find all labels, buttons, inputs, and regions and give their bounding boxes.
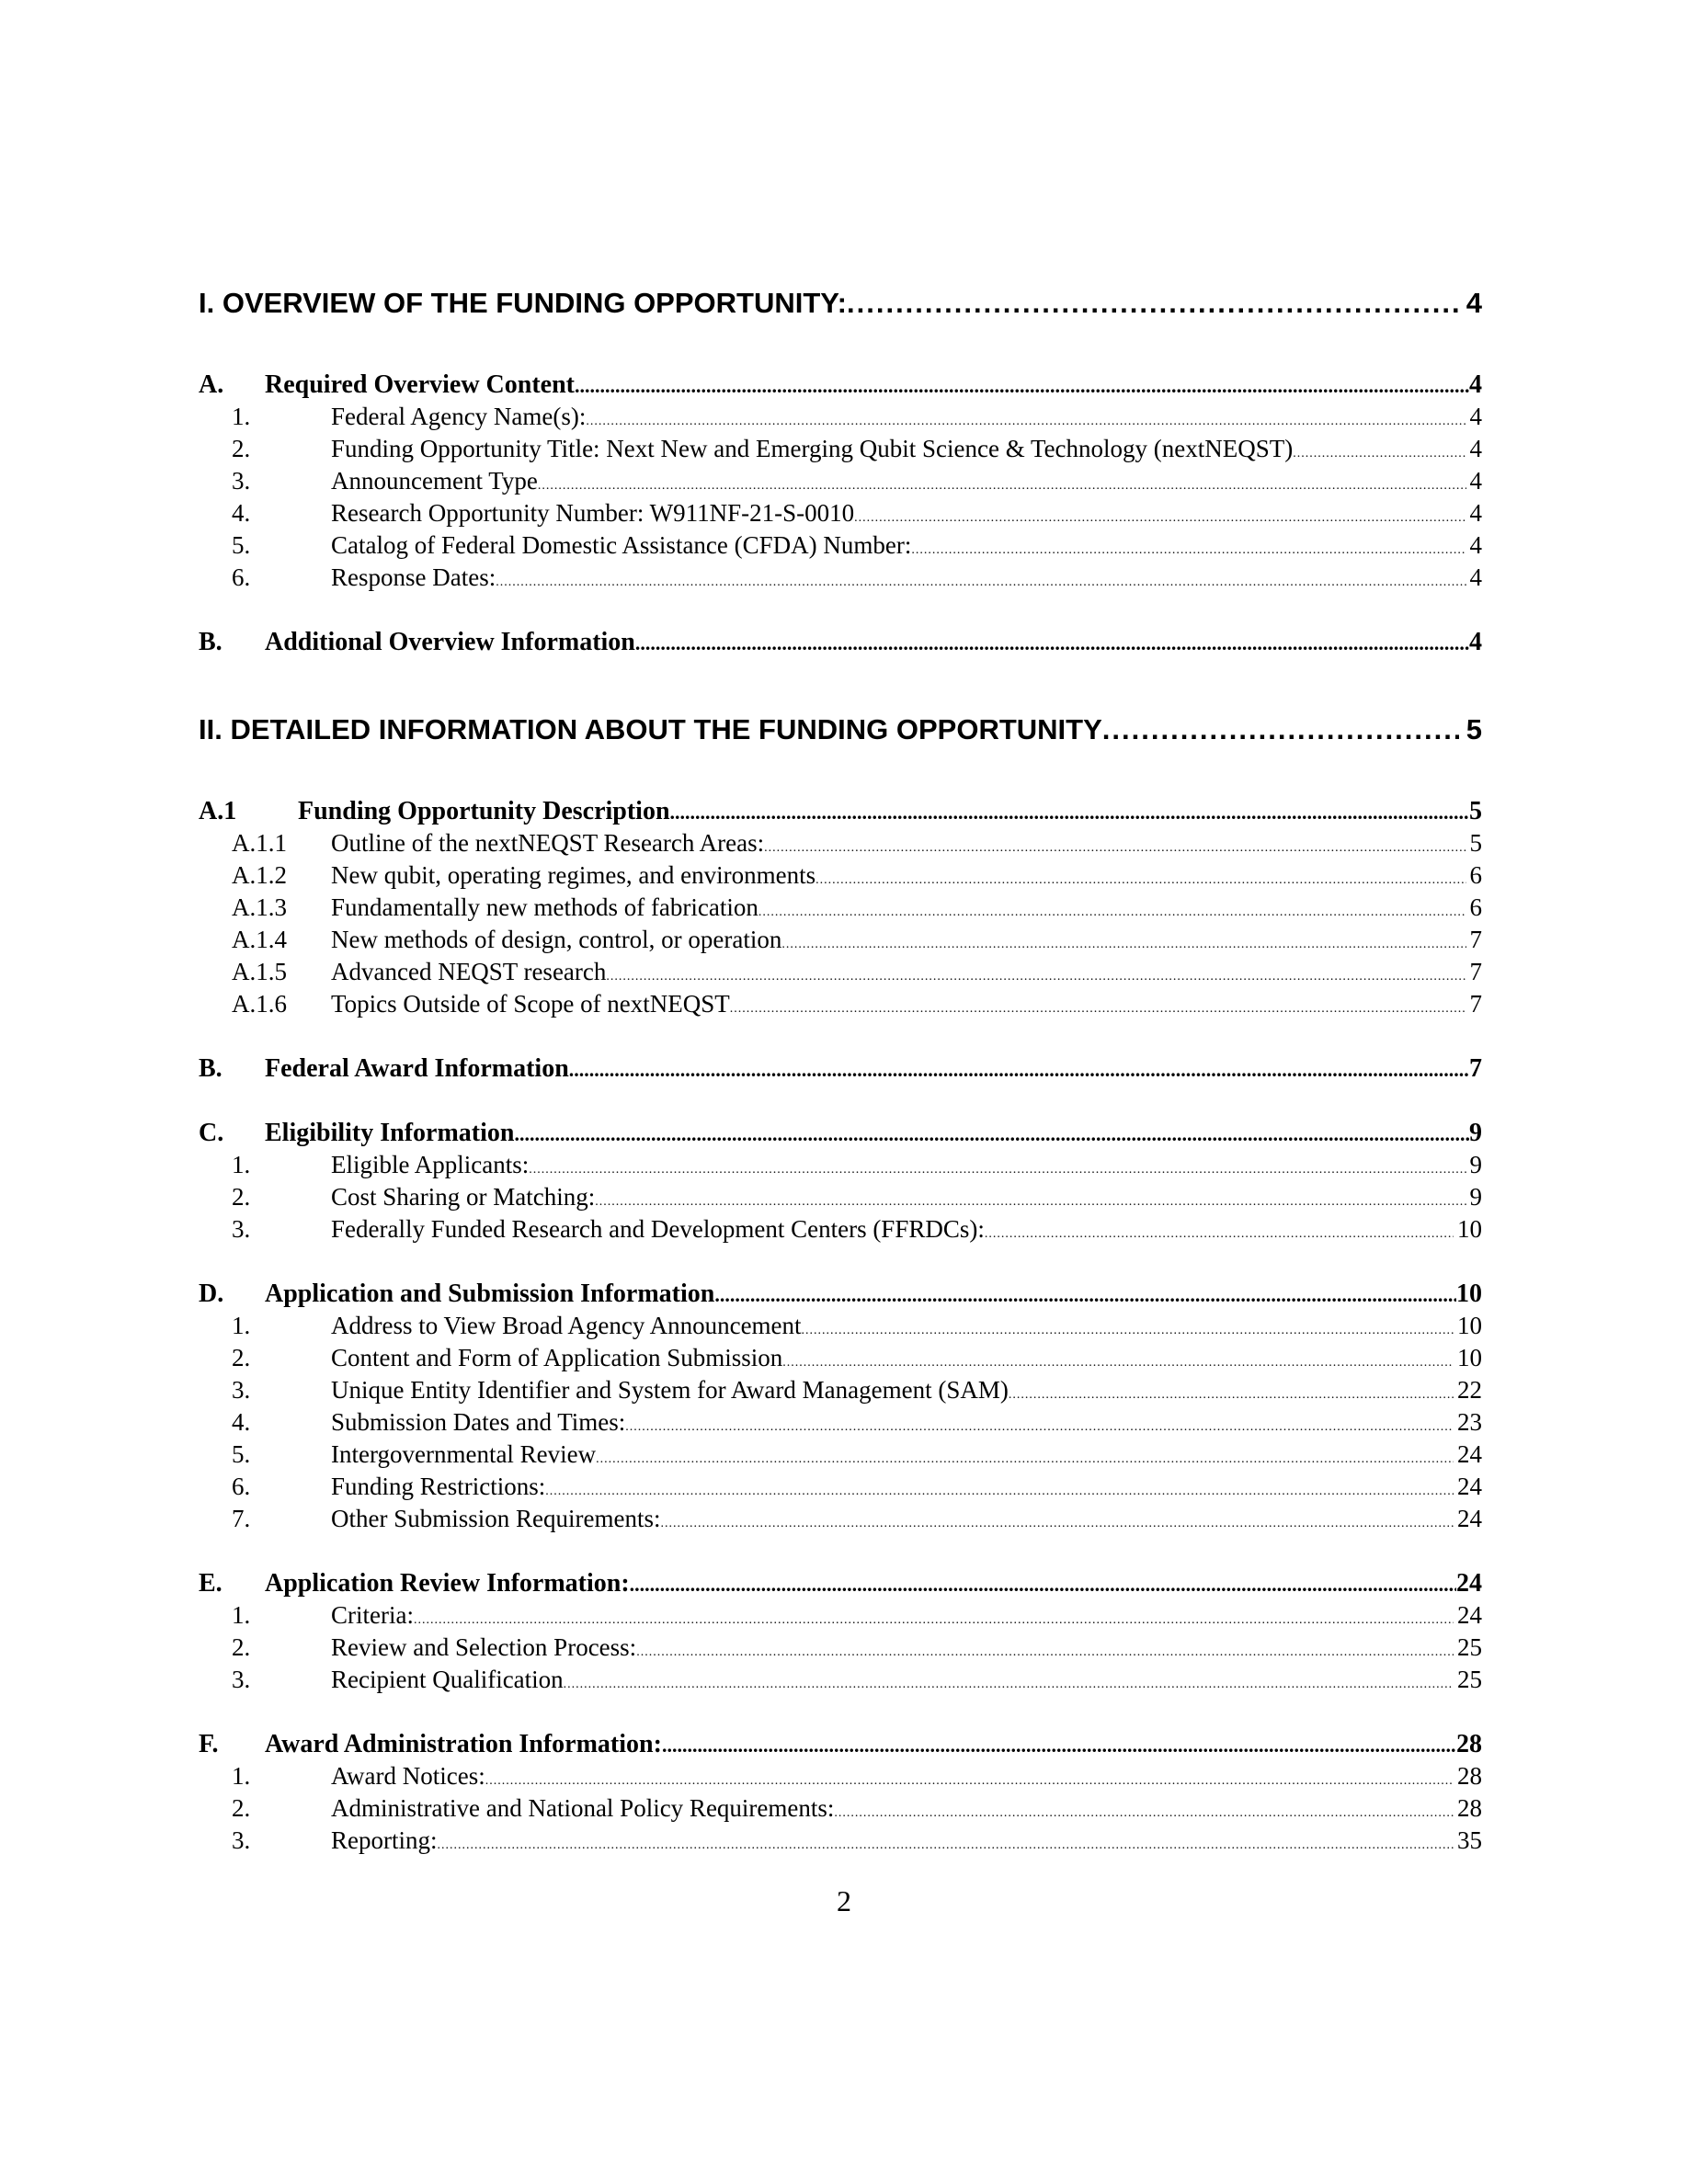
toc-item-number: 5. [232, 531, 251, 559]
toc-page-number: 24 [1457, 1601, 1482, 1629]
dot-leader [1009, 1388, 1454, 1403]
toc-item-title: Outline of the nextNEQST Research Areas: [331, 829, 765, 857]
toc-item-number: 1. [232, 1762, 251, 1790]
toc-item-title: Fundamentally new methods of fabrication [331, 893, 758, 921]
toc-page-number: 4 [1469, 499, 1482, 527]
toc-page-number: 9 [1469, 1151, 1482, 1178]
toc-item-title: Topics Outside of Scope of nextNEQST [331, 990, 730, 1018]
toc-item[interactable] [199, 861, 1482, 893]
toc-section-d[interactable] [199, 1280, 1482, 1312]
toc-item-number: 3. [232, 1376, 251, 1404]
toc-item-number: A.1.2 [232, 861, 287, 889]
toc-section-title: Required Overview Content [265, 370, 575, 399]
toc-item-number: 6. [232, 1473, 251, 1500]
dot-leader [764, 841, 1466, 856]
toc-section-number: D. [199, 1280, 224, 1308]
toc-page-number: 4 [1469, 531, 1482, 559]
toc-page-number: 5 [1466, 713, 1482, 745]
toc-page-number: 10 [1456, 1280, 1482, 1308]
toc-item-number: 3. [232, 467, 251, 495]
toc-section-number: A. [199, 370, 224, 399]
toc-section-title: Application Review Information: [265, 1569, 630, 1598]
toc-section-f[interactable] [199, 1730, 1482, 1762]
toc-section-title: Application and Submission Information [265, 1280, 715, 1308]
dot-leader [782, 1356, 1454, 1371]
toc-section-title: Award Administration Information: [265, 1730, 662, 1758]
table-of-contents [199, 287, 1482, 1859]
dot-leader [630, 1573, 1456, 1597]
dot-leader [606, 970, 1466, 984]
toc-section-title: Eligibility Information [265, 1119, 515, 1147]
dot-leader [660, 1517, 1454, 1531]
toc-item-title: Submission Dates and Times: [331, 1408, 626, 1436]
toc-item-number: 4. [232, 499, 251, 527]
toc-item-number: 1. [232, 1601, 251, 1629]
dot-leader [575, 374, 1469, 398]
toc-item-number: A.1.4 [232, 926, 287, 953]
dot-leader [670, 801, 1469, 825]
toc-page-number: 7 [1469, 1054, 1482, 1083]
dot-leader [485, 1774, 1454, 1789]
toc-item[interactable] [199, 499, 1482, 531]
toc-page-number: 5 [1469, 797, 1482, 825]
toc-item-title: Eligible Applicants: [331, 1151, 530, 1178]
toc-part-2[interactable] [199, 713, 1482, 754]
dot-leader [595, 1195, 1466, 1210]
toc-page-number: 4 [1469, 403, 1482, 430]
toc-item-title: New qubit, operating regimes, and environments [331, 861, 816, 889]
toc-item-number: 4. [232, 1408, 251, 1436]
dot-leader [758, 905, 1466, 920]
dot-leader [1102, 713, 1459, 746]
toc-item-title: Reporting: [331, 1826, 438, 1854]
toc-part-title: II. DETAILED INFORMATION ABOUT THE FUNDING OPPORTUNITY [199, 713, 1102, 745]
dot-leader [730, 1002, 1466, 1017]
toc-item-number: 2. [232, 435, 251, 462]
toc-item-number: 3. [232, 1215, 251, 1243]
toc-item-title: Intergovernmental Review [331, 1440, 597, 1468]
dot-leader [847, 287, 1459, 320]
toc-item-title: Address to View Broad Agency Announcement [331, 1312, 802, 1339]
toc-item-title: Criteria: [331, 1601, 414, 1629]
dot-leader [714, 1283, 1456, 1307]
toc-item-number: 6. [232, 563, 251, 591]
toc-section-number: E. [199, 1569, 222, 1598]
toc-item-title: Research Opportunity Number: W911NF-21-S-0010 [331, 499, 855, 527]
toc-item-number: 7. [232, 1505, 251, 1532]
toc-item-title: Review and Selection Process: [331, 1633, 637, 1661]
toc-item-number: 3. [232, 1826, 251, 1854]
toc-page-number: 9 [1469, 1183, 1482, 1211]
toc-section-title: Additional Overview Information [265, 628, 635, 656]
dot-leader [625, 1420, 1454, 1435]
toc-page-number: 28 [1457, 1794, 1482, 1822]
toc-item[interactable] [199, 1826, 1482, 1859]
toc-item[interactable] [199, 829, 1482, 861]
toc-item[interactable] [199, 1440, 1482, 1473]
toc-item-number: 2. [232, 1633, 251, 1661]
dot-leader [815, 873, 1466, 888]
dot-leader [834, 1806, 1454, 1821]
toc-item[interactable] [199, 1215, 1482, 1247]
toc-item[interactable] [199, 1344, 1482, 1376]
toc-item-number: 1. [232, 1151, 251, 1178]
dot-leader [529, 1163, 1466, 1177]
toc-item[interactable] [199, 1183, 1482, 1215]
toc-item[interactable] [199, 1312, 1482, 1344]
toc-section-a1[interactable] [199, 797, 1482, 829]
toc-section-number: B. [199, 1054, 222, 1083]
toc-item-title: Catalog of Federal Domestic Assistance (CFDA) Number: [331, 531, 912, 559]
toc-item-title: Cost Sharing or Matching: [331, 1183, 596, 1211]
toc-item[interactable] [199, 1666, 1482, 1698]
toc-item-number: A.1.1 [232, 829, 287, 857]
toc-item-title: Federally Funded Research and Development Centers (FFRDCs): [331, 1215, 985, 1243]
dot-leader [545, 1484, 1454, 1499]
toc-section-title: Federal Award Information [265, 1054, 569, 1083]
toc-section-number: A.1 [199, 797, 237, 825]
toc-part-1[interactable] [199, 287, 1482, 327]
toc-item[interactable] [199, 467, 1482, 499]
toc-page-number: 25 [1457, 1633, 1482, 1661]
dot-leader [1293, 447, 1466, 461]
dot-leader [564, 1678, 1454, 1692]
toc-item[interactable] [199, 403, 1482, 435]
toc-item-title: Recipient Qualification [331, 1666, 564, 1693]
toc-item-title: Announcement Type [331, 467, 538, 495]
toc-item-title: Other Submission Requirements: [331, 1505, 661, 1532]
toc-item-title: Administrative and National Policy Requirements: [331, 1794, 835, 1822]
toc-page-number: 4 [1469, 370, 1482, 399]
toc-item[interactable] [199, 1794, 1482, 1826]
dot-leader [414, 1613, 1454, 1628]
toc-page-number: 22 [1457, 1376, 1482, 1404]
toc-page-number: 28 [1456, 1730, 1482, 1758]
toc-page-number: 10 [1457, 1312, 1482, 1339]
dot-leader [596, 1452, 1454, 1467]
toc-page-number: 6 [1469, 861, 1482, 889]
toc-section-number: B. [199, 628, 222, 656]
toc-item[interactable] [199, 1633, 1482, 1666]
toc-page-number: 9 [1469, 1119, 1482, 1147]
toc-page-number: 24 [1457, 1505, 1482, 1532]
toc-page-number: 7 [1469, 926, 1482, 953]
toc-page-number: 6 [1469, 893, 1482, 921]
toc-item-title: New methods of design, control, or operation [331, 926, 782, 953]
toc-page-number: 4 [1469, 467, 1482, 495]
toc-page-number: 24 [1456, 1569, 1482, 1598]
toc-page-number: 24 [1457, 1440, 1482, 1468]
toc-page-number: 7 [1469, 958, 1482, 985]
dot-leader [586, 415, 1466, 429]
dot-leader [496, 575, 1466, 590]
toc-item-title: Content and Form of Application Submission [331, 1344, 783, 1371]
toc-page-number: 25 [1457, 1666, 1482, 1693]
toc-page-number: 4 [1466, 287, 1482, 319]
toc-item[interactable] [199, 1408, 1482, 1440]
toc-page-number: 24 [1457, 1473, 1482, 1500]
toc-item-number: 2. [232, 1794, 251, 1822]
toc-item-title: Funding Restrictions: [331, 1473, 546, 1500]
toc-item-number: 3. [232, 1666, 251, 1693]
toc-item-title: Federal Agency Name(s): [331, 403, 587, 430]
dot-leader [569, 1058, 1469, 1082]
toc-item-number: A.1.3 [232, 893, 287, 921]
toc-page-number: 4 [1469, 563, 1482, 591]
toc-item-number: 5. [232, 1440, 251, 1468]
toc-item[interactable] [199, 958, 1482, 990]
toc-page-number: 35 [1457, 1826, 1482, 1854]
toc-item-title: Unique Entity Identifier and System for Award Management (SAM) [331, 1376, 1009, 1404]
toc-item-number: A.1.5 [232, 958, 287, 985]
toc-item[interactable] [199, 1505, 1482, 1537]
toc-page-number: 5 [1469, 829, 1482, 857]
dot-leader [538, 479, 1466, 494]
dot-leader [781, 938, 1466, 952]
toc-page-number: 10 [1457, 1344, 1482, 1371]
dot-leader [514, 1122, 1469, 1146]
dot-leader [911, 543, 1466, 558]
toc-section-e[interactable] [199, 1569, 1482, 1601]
toc-section-number: C. [199, 1119, 224, 1147]
toc-item-number: 2. [232, 1344, 251, 1371]
dot-leader [662, 1734, 1456, 1757]
toc-item[interactable] [199, 1473, 1482, 1505]
toc-page-number: 4 [1469, 435, 1482, 462]
toc-section-number: F. [199, 1730, 219, 1758]
toc-item[interactable] [199, 1376, 1482, 1408]
page-number: 2 [837, 1884, 851, 1917]
toc-section-a[interactable] [199, 370, 1482, 403]
toc-page-number: 10 [1457, 1215, 1482, 1243]
toc-item[interactable] [199, 1601, 1482, 1633]
toc-page-number: 28 [1457, 1762, 1482, 1790]
toc-item[interactable] [199, 990, 1482, 1022]
toc-item-number: 1. [232, 1312, 251, 1339]
toc-page-number: 4 [1469, 628, 1482, 656]
dot-leader [854, 511, 1466, 526]
toc-item-number: 2. [232, 1183, 251, 1211]
toc-page-number: 23 [1457, 1408, 1482, 1436]
toc-section-title: Funding Opportunity Description [298, 797, 670, 825]
toc-item[interactable] [199, 531, 1482, 563]
toc-item-title: Response Dates: [331, 563, 496, 591]
toc-page-number: 7 [1469, 990, 1482, 1018]
toc-item[interactable] [199, 893, 1482, 926]
toc-item-title: Award Notices: [331, 1762, 485, 1790]
toc-item-number: 1. [232, 403, 251, 430]
toc-item-number: A.1.6 [232, 990, 287, 1018]
dot-leader [985, 1227, 1454, 1242]
toc-section-b-overview[interactable] [199, 628, 1482, 660]
toc-item-title: Funding Opportunity Title: Next New and Emerging Qubit Science & Technology (nextNEQST) [331, 435, 1294, 462]
toc-item[interactable] [199, 563, 1482, 596]
toc-section-c[interactable] [199, 1119, 1482, 1151]
toc-item[interactable] [199, 1151, 1482, 1183]
toc-item[interactable] [199, 435, 1482, 467]
toc-item-title: Advanced NEQST research [331, 958, 607, 985]
dot-leader [635, 631, 1469, 655]
toc-part-title: I. OVERVIEW OF THE FUNDING OPPORTUNITY: [199, 287, 847, 319]
toc-section-b-award[interactable] [199, 1054, 1482, 1086]
dot-leader [802, 1324, 1454, 1338]
dot-leader [636, 1645, 1454, 1660]
toc-item[interactable] [199, 1762, 1482, 1794]
dot-leader [438, 1838, 1454, 1853]
toc-item[interactable] [199, 926, 1482, 958]
